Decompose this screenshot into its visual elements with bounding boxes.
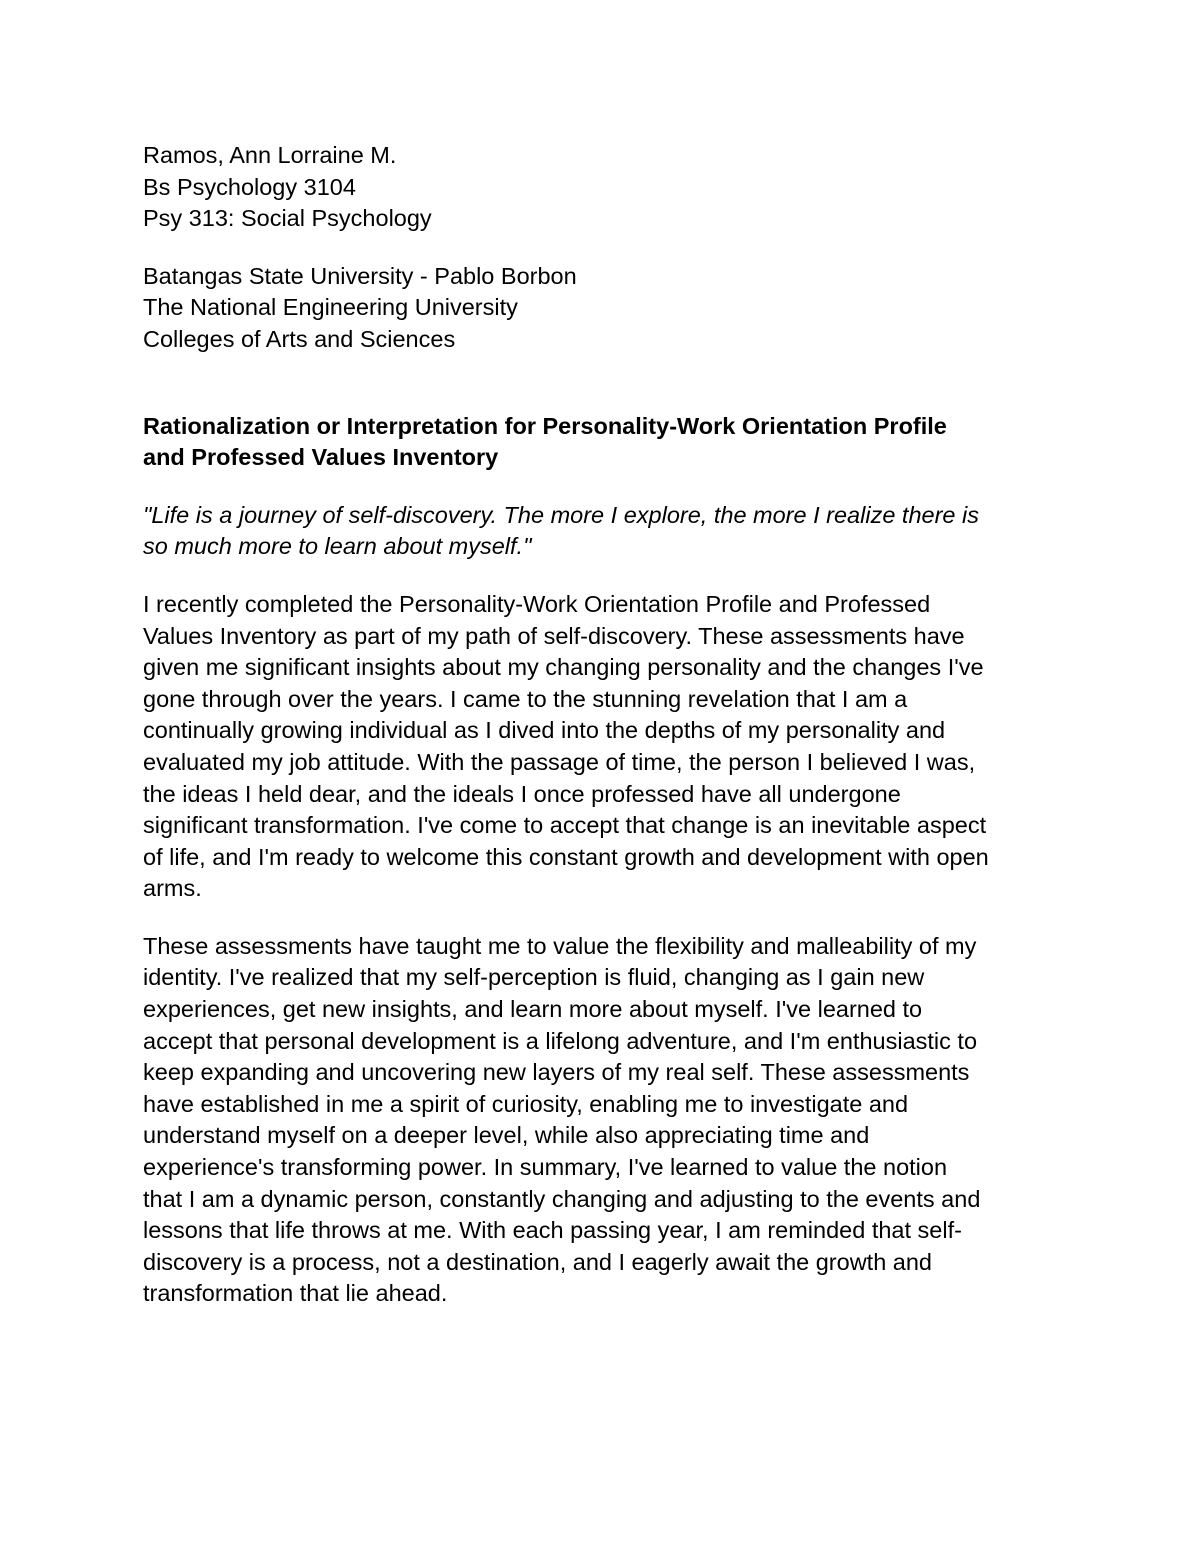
paragraph-line: identity. I've realized that my self-perception is fluid, changing as I gain new <box>143 964 925 991</box>
paragraph-2 <box>143 931 1068 1310</box>
author-block <box>143 140 1068 235</box>
paragraph-line: arms. <box>143 875 202 902</box>
paragraph-line: have established in me a spirit of curiosity, enabling me to investigate and <box>143 1090 909 1117</box>
author-name: Ramos, Ann Lorraine M. <box>143 142 397 168</box>
paragraph-line: significant transformation. I've come to accept that change is an inevitable aspect <box>143 812 987 839</box>
title-line: Rationalization or Interpretation for Personality-Work Orientation Profile <box>143 412 947 439</box>
paragraph-line: continually growing individual as I dived into the depths of my personality and <box>143 717 946 744</box>
course-name: Psy 313: Social Psychology <box>143 205 432 232</box>
paragraph-line: evaluated my job attitude. With the passage of time, the person I believed I was, <box>143 748 976 775</box>
paragraph-line: that I am a dynamic person, constantly changing and adjusting to the events and <box>143 1185 981 1212</box>
paragraph-line: the ideas I held dear, and the ideals I once professed have all undergone <box>143 780 901 807</box>
school-block <box>143 261 1068 356</box>
author-section: Bs Psychology 3104 <box>143 173 356 200</box>
document-page <box>143 140 1068 1310</box>
document-title <box>143 411 1068 474</box>
paragraph-line: Values Inventory as part of my path of self-discovery. These assessments have <box>143 622 965 649</box>
paragraph-line: accept that personal development is a lifelong adventure, and I'm enthusiastic to <box>143 1027 978 1054</box>
paragraph-line: lessons that life throws at me. With each passing year, I am reminded that self- <box>143 1217 962 1244</box>
epigraph-quote <box>143 500 1068 563</box>
paragraph-line: experiences, get new insights, and learn more about myself. I've learned to <box>143 996 923 1023</box>
paragraph-line: understand myself on a deeper level, while also appreciating time and <box>143 1122 870 1149</box>
paragraph-line: keep expanding and uncovering new layers of my real self. These assessments <box>143 1059 970 1086</box>
epigraph-line: so much more to learn about myself." <box>143 533 532 560</box>
paragraph-line: given me significant insights about my changing personality and the changes I've <box>143 654 984 681</box>
paragraph-line: experience's transforming power. In summary, I've learned to value the notion <box>143 1154 948 1181</box>
paragraph-line: of life, and I'm ready to welcome this constant growth and development with open <box>143 843 989 870</box>
school-college: Colleges of Arts and Sciences <box>143 325 456 352</box>
paragraph-line: discovery is a process, not a destination, and I eagerly await the growth and <box>143 1248 933 1275</box>
school-tagline: The National Engineering University <box>143 294 518 321</box>
epigraph-line: "Life is a journey of self-discovery. The more I explore, the more I realize there is <box>143 501 979 528</box>
paragraph-line: transformation that lie ahead. <box>143 1280 448 1307</box>
school-campus: Batangas State University - Pablo Borbon <box>143 262 577 289</box>
title-line: and Professed Values Inventory <box>143 444 499 471</box>
paragraph-line: gone through over the years. I came to the stunning revelation that I am a <box>143 685 908 712</box>
paragraph-line: I recently completed the Personality-Work Orientation Profile and Professed <box>143 590 931 617</box>
paragraph-1 <box>143 589 1068 905</box>
paragraph-line: These assessments have taught me to value the flexibility and malleability of my <box>143 932 977 959</box>
